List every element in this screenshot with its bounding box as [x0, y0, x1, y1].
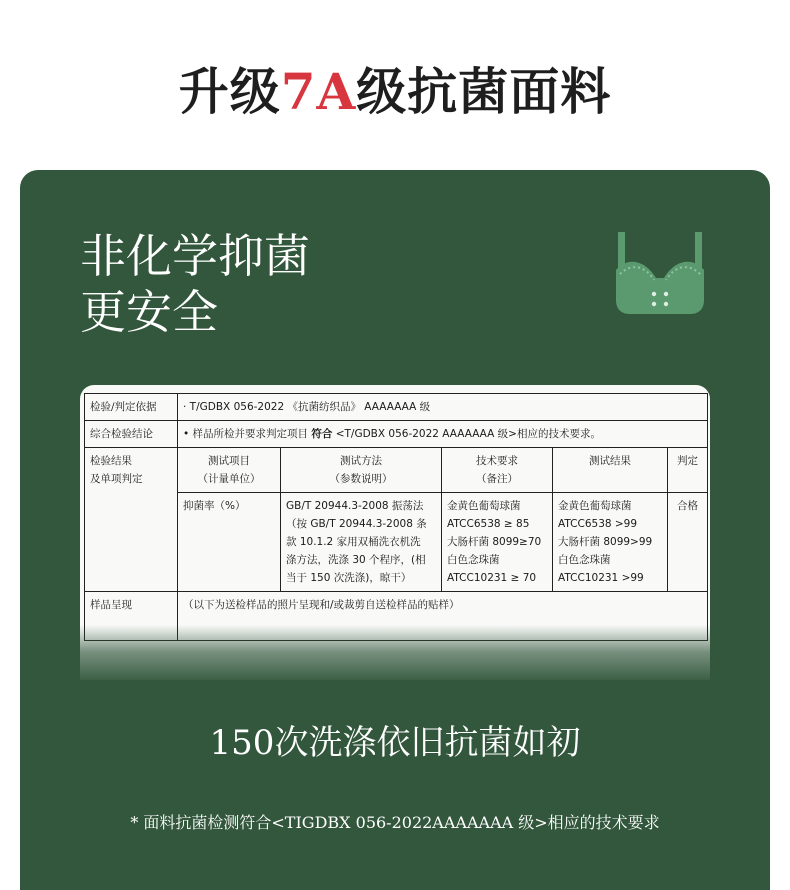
- cell-requirement: [442, 493, 553, 592]
- cell-item: 抑菌率（%）: [178, 493, 281, 592]
- cell-line: 大肠杆菌 8099>99: [558, 536, 653, 548]
- report-table: [84, 393, 708, 641]
- cell-line: 款 10.1.2 家用双桶洗衣机洗: [286, 536, 421, 548]
- wash-claim: 150次洗涤依旧抗菌如初: [209, 723, 581, 763]
- cell-line: （按 GB/T 20944.3-2008 条: [286, 518, 427, 530]
- footnote: * 面料抗菌检测符合<TIGDBX 056-2022AAAAAAA 级>相应的技术要求: [130, 813, 660, 832]
- header-subtext: （备注）: [476, 473, 518, 485]
- report-fade-overlay: [80, 625, 710, 680]
- column-header: 判定: [668, 448, 708, 493]
- cell-line: 白色念珠菌: [447, 554, 500, 566]
- panel-headline-line1: 非化学抑菌: [80, 229, 310, 283]
- conclusion-text: • 样品所检并要求判定项目: [183, 428, 312, 440]
- conclusion-text: <T/GDBX 056-2022 AAAAAAA 级>相应的技术要求。: [332, 428, 601, 440]
- row-label: 检验/判定依据: [85, 394, 178, 421]
- column-header: 测试结果: [553, 448, 668, 493]
- cell-line: ATCC6538 ≥ 85: [447, 518, 530, 530]
- table-row: [85, 448, 708, 493]
- panel-headline-line2: 更安全: [80, 285, 218, 339]
- title-prefix: 升级: [178, 62, 281, 121]
- column-header: [281, 448, 442, 493]
- row-value: [178, 421, 708, 448]
- panel-headline: [80, 228, 310, 340]
- row-value: （以下为送检样品的照片呈现和/或裁剪自送检样品的贴样）: [178, 592, 708, 641]
- title-suffix: 级抗菌面料: [356, 62, 612, 121]
- row-label: 综合检验结论: [85, 421, 178, 448]
- cell-line: GB/T 20944.3-2008 振荡法: [286, 500, 424, 512]
- cell-line: ATCC6538 >99: [558, 518, 638, 530]
- header-subtext: （计量单位）: [197, 473, 261, 485]
- test-report: [80, 385, 710, 680]
- cell-line: 金黄色葡萄球菌: [558, 500, 632, 512]
- table-row: [85, 493, 708, 592]
- cell-line: ATCC10231 ≥ 70: [447, 572, 537, 584]
- cell-line: 涤方法，洗涤 30 个程序，(相: [286, 554, 426, 566]
- conclusion-bold: 符合: [311, 428, 333, 440]
- feature-panel: [20, 170, 770, 890]
- row-label: 样品呈现: [85, 592, 178, 641]
- cell-method: [281, 493, 442, 592]
- row-label: [85, 448, 178, 592]
- column-header: [178, 448, 281, 493]
- header-text: 技术要求: [476, 455, 518, 467]
- row-label-line: 及单项判定: [90, 473, 143, 485]
- cell-line: 白色念珠菌: [558, 554, 611, 566]
- header-text: 测试方法: [340, 455, 382, 467]
- row-label-line: 检验结果: [90, 455, 132, 467]
- header-subtext: （参数说明）: [329, 473, 393, 485]
- cell-verdict: 合格: [668, 493, 708, 592]
- title-accent: 7A: [280, 62, 357, 121]
- cell-line: 金黄色葡萄球菌: [447, 500, 521, 512]
- cell-line: ATCC10231 >99: [558, 572, 644, 584]
- table-row: [85, 421, 708, 448]
- cell-result: [553, 493, 668, 592]
- column-header: [442, 448, 553, 493]
- header-text: 测试项目: [208, 455, 250, 467]
- bra-icon: [612, 230, 708, 322]
- cell-line: 当于 150 次洗涤)，晾干）: [286, 572, 412, 584]
- cell-line: 大肠杆菌 8099≥70: [447, 536, 542, 548]
- table-row: [85, 394, 708, 421]
- page-title: [0, 52, 790, 124]
- row-value: · T/GDBX 056-2022 《抗菌纺织品》 AAAAAAA 级: [178, 394, 708, 421]
